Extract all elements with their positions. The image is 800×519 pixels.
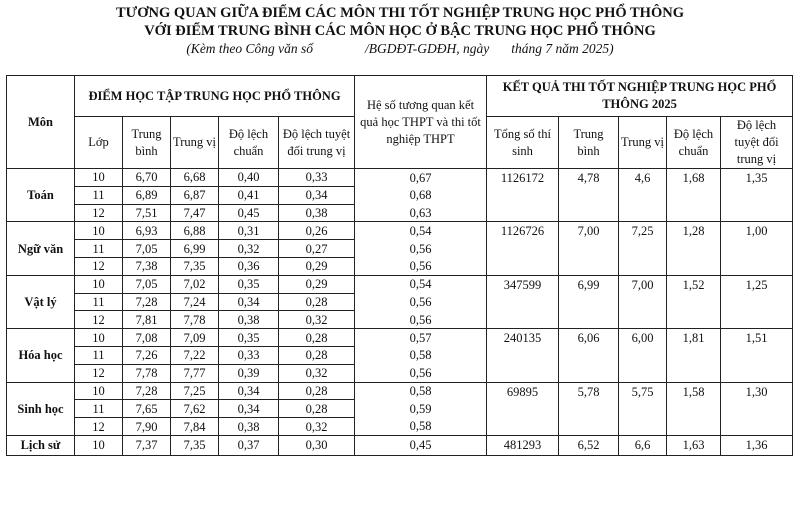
exam-mean-cell: 7,00 [559,222,619,275]
exam-total-cell: 240135 [487,329,559,382]
header-exam-mean: Trung bình [559,117,619,169]
header-exam-median: Trung vị [619,117,667,169]
mad-cell: 0,32 [279,311,355,329]
std-cell: 0,38 [219,311,279,329]
header-median: Trung vị [171,117,219,169]
std-cell: 0,37 [219,435,279,455]
exam-median-cell: 6,00 [619,329,667,382]
coefficient-cell: 0,59 [355,400,487,418]
mad-cell: 0,29 [279,275,355,293]
grade-cell: 11 [75,186,123,204]
grade-cell: 10 [75,435,123,455]
grade-cell: 10 [75,275,123,293]
table-row [7,329,793,347]
coefficient-cell: 0,58 [355,418,487,436]
mad-cell: 0,32 [279,418,355,436]
header-exam-std: Độ lệch chuẩn [667,117,721,169]
grade-cell: 11 [75,293,123,311]
exam-total-cell: 347599 [487,275,559,328]
mad-cell: 0,29 [279,257,355,275]
header-school-scores-group: ĐIỂM HỌC TẬP TRUNG HỌC PHỔ THÔNG [75,76,355,117]
std-cell: 0,34 [219,400,279,418]
std-cell: 0,39 [219,364,279,382]
grade-cell: 11 [75,400,123,418]
exam-mean-cell: 6,52 [559,435,619,455]
mean-cell: 7,28 [123,293,171,311]
table-body [7,169,793,456]
std-cell: 0,36 [219,257,279,275]
mad-cell: 0,28 [279,293,355,311]
exam-total-cell: 481293 [487,435,559,455]
std-cell: 0,45 [219,204,279,222]
mad-cell: 0,30 [279,435,355,455]
mad-cell: 0,34 [279,186,355,204]
mean-cell: 7,78 [123,364,171,382]
subject-name: Lịch sử [7,435,75,455]
std-cell: 0,34 [219,293,279,311]
exam-std-cell: 1,28 [667,222,721,275]
std-cell: 0,38 [219,418,279,436]
header-grade: Lớp [75,117,123,169]
subject-name: Vật lý [7,275,75,328]
coefficient-cell: 0,68 [355,186,487,204]
table-row [7,275,793,293]
exam-std-cell: 1,81 [667,329,721,382]
mean-cell: 7,81 [123,311,171,329]
exam-std-cell: 1,63 [667,435,721,455]
exam-total-cell: 69895 [487,382,559,435]
document-title-line-2: VỚI ĐIỂM TRUNG BÌNH CÁC MÔN HỌC Ở BẬC TRUNG HỌC PHỔ THÔNG [144,23,656,39]
grade-cell: 10 [75,169,123,187]
exam-std-cell: 1,58 [667,382,721,435]
subtitle-part-3: tháng 7 năm 2025) [511,41,614,56]
coefficient-cell: 0,56 [355,364,487,382]
header-total: Tổng số thí sinh [487,117,559,169]
median-cell: 7,84 [171,418,219,436]
mean-cell: 7,38 [123,257,171,275]
grade-cell: 11 [75,346,123,364]
subtitle-part-2: /BGDĐT-GDĐH, ngày [365,41,490,56]
mad-cell: 0,27 [279,240,355,258]
table-row [7,222,793,240]
coefficient-cell: 0,54 [355,275,487,293]
mad-cell: 0,26 [279,222,355,240]
mean-cell: 6,70 [123,169,171,187]
exam-median-cell: 6,6 [619,435,667,455]
mad-cell: 0,32 [279,364,355,382]
grade-cell: 12 [75,257,123,275]
table-header [7,76,793,169]
exam-std-cell: 1,68 [667,169,721,222]
header-mad: Độ lệch tuyệt đối trung vị [279,117,355,169]
subject-name: Toán [7,169,75,222]
grade-cell: 12 [75,364,123,382]
std-cell: 0,32 [219,240,279,258]
median-cell: 7,78 [171,311,219,329]
header-std: Độ lệch chuẩn [219,117,279,169]
coefficient-cell: 0,67 [355,169,487,187]
mean-cell: 7,05 [123,240,171,258]
subject-name: Sinh học [7,382,75,435]
exam-median-cell: 5,75 [619,382,667,435]
coefficient-cell: 0,54 [355,222,487,240]
median-cell: 7,35 [171,257,219,275]
mean-cell: 7,26 [123,346,171,364]
mad-cell: 0,28 [279,382,355,400]
mean-cell: 7,05 [123,275,171,293]
exam-mad-cell: 1,25 [721,275,793,328]
exam-mad-cell: 1,00 [721,222,793,275]
mean-cell: 7,65 [123,400,171,418]
median-cell: 7,77 [171,364,219,382]
exam-mad-cell: 1,35 [721,169,793,222]
exam-mean-cell: 5,78 [559,382,619,435]
median-cell: 7,02 [171,275,219,293]
coefficient-cell: 0,57 [355,329,487,347]
mean-cell: 7,90 [123,418,171,436]
median-cell: 7,47 [171,204,219,222]
exam-total-cell: 1126172 [487,169,559,222]
mean-cell: 6,89 [123,186,171,204]
header-subject: Môn [7,76,75,169]
median-cell: 7,62 [171,400,219,418]
exam-median-cell: 4,6 [619,169,667,222]
median-cell: 7,09 [171,329,219,347]
exam-mean-cell: 6,99 [559,275,619,328]
grade-cell: 12 [75,311,123,329]
exam-std-cell: 1,52 [667,275,721,328]
std-cell: 0,40 [219,169,279,187]
subject-name: Hóa học [7,329,75,382]
median-cell: 7,35 [171,435,219,455]
grade-cell: 11 [75,240,123,258]
coefficient-cell: 0,63 [355,204,487,222]
coefficient-cell: 0,58 [355,346,487,364]
table-row [7,382,793,400]
exam-mean-cell: 6,06 [559,329,619,382]
table-row [7,435,793,455]
coefficient-cell: 0,58 [355,382,487,400]
document-title-line-1: TƯƠNG QUAN GIỮA ĐIỂM CÁC MÔN THI TỐT NGHIỆP TRUNG HỌC PHỔ THÔNG [116,5,684,21]
mad-cell: 0,28 [279,346,355,364]
exam-median-cell: 7,00 [619,275,667,328]
coefficient-cell: 0,45 [355,435,487,455]
mad-cell: 0,33 [279,169,355,187]
mean-cell: 7,08 [123,329,171,347]
exam-mad-cell: 1,30 [721,382,793,435]
coefficient-cell: 0,56 [355,293,487,311]
exam-mean-cell: 4,78 [559,169,619,222]
median-cell: 6,87 [171,186,219,204]
header-mean: Trung bình [123,117,171,169]
median-cell: 7,24 [171,293,219,311]
median-cell: 6,68 [171,169,219,187]
exam-median-cell: 7,25 [619,222,667,275]
coefficient-cell: 0,56 [355,311,487,329]
table-row [7,169,793,187]
median-cell: 6,88 [171,222,219,240]
median-cell: 7,22 [171,346,219,364]
mad-cell: 0,28 [279,329,355,347]
coefficient-cell: 0,56 [355,257,487,275]
grade-cell: 12 [75,204,123,222]
correlation-table [6,75,793,456]
mean-cell: 7,51 [123,204,171,222]
std-cell: 0,35 [219,329,279,347]
grade-cell: 12 [75,418,123,436]
exam-mad-cell: 1,36 [721,435,793,455]
header-coefficient: Hệ số tương quan kết quả học THPT và thi tốt nghiệp THPT [355,76,487,169]
grade-cell: 10 [75,222,123,240]
header-exam-mad: Độ lệch tuyệt đối trung vị [721,117,793,169]
std-cell: 0,33 [219,346,279,364]
exam-total-cell: 1126726 [487,222,559,275]
mad-cell: 0,38 [279,204,355,222]
subject-name: Ngữ văn [7,222,75,275]
subtitle-part-1: (Kèm theo Công văn số [186,41,314,56]
median-cell: 7,25 [171,382,219,400]
mean-cell: 7,37 [123,435,171,455]
mad-cell: 0,28 [279,400,355,418]
header-exam-group: KẾT QUẢ THI TỐT NGHIỆP TRUNG HỌC PHỔ THÔNG 2025 [487,76,793,117]
mean-cell: 7,28 [123,382,171,400]
std-cell: 0,41 [219,186,279,204]
exam-mad-cell: 1,51 [721,329,793,382]
grade-cell: 10 [75,382,123,400]
std-cell: 0,35 [219,275,279,293]
median-cell: 6,99 [171,240,219,258]
std-cell: 0,34 [219,382,279,400]
coefficient-cell: 0,56 [355,240,487,258]
std-cell: 0,31 [219,222,279,240]
mean-cell: 6,93 [123,222,171,240]
document-subtitle [0,40,800,58]
header-row-groups [7,76,793,117]
grade-cell: 10 [75,329,123,347]
